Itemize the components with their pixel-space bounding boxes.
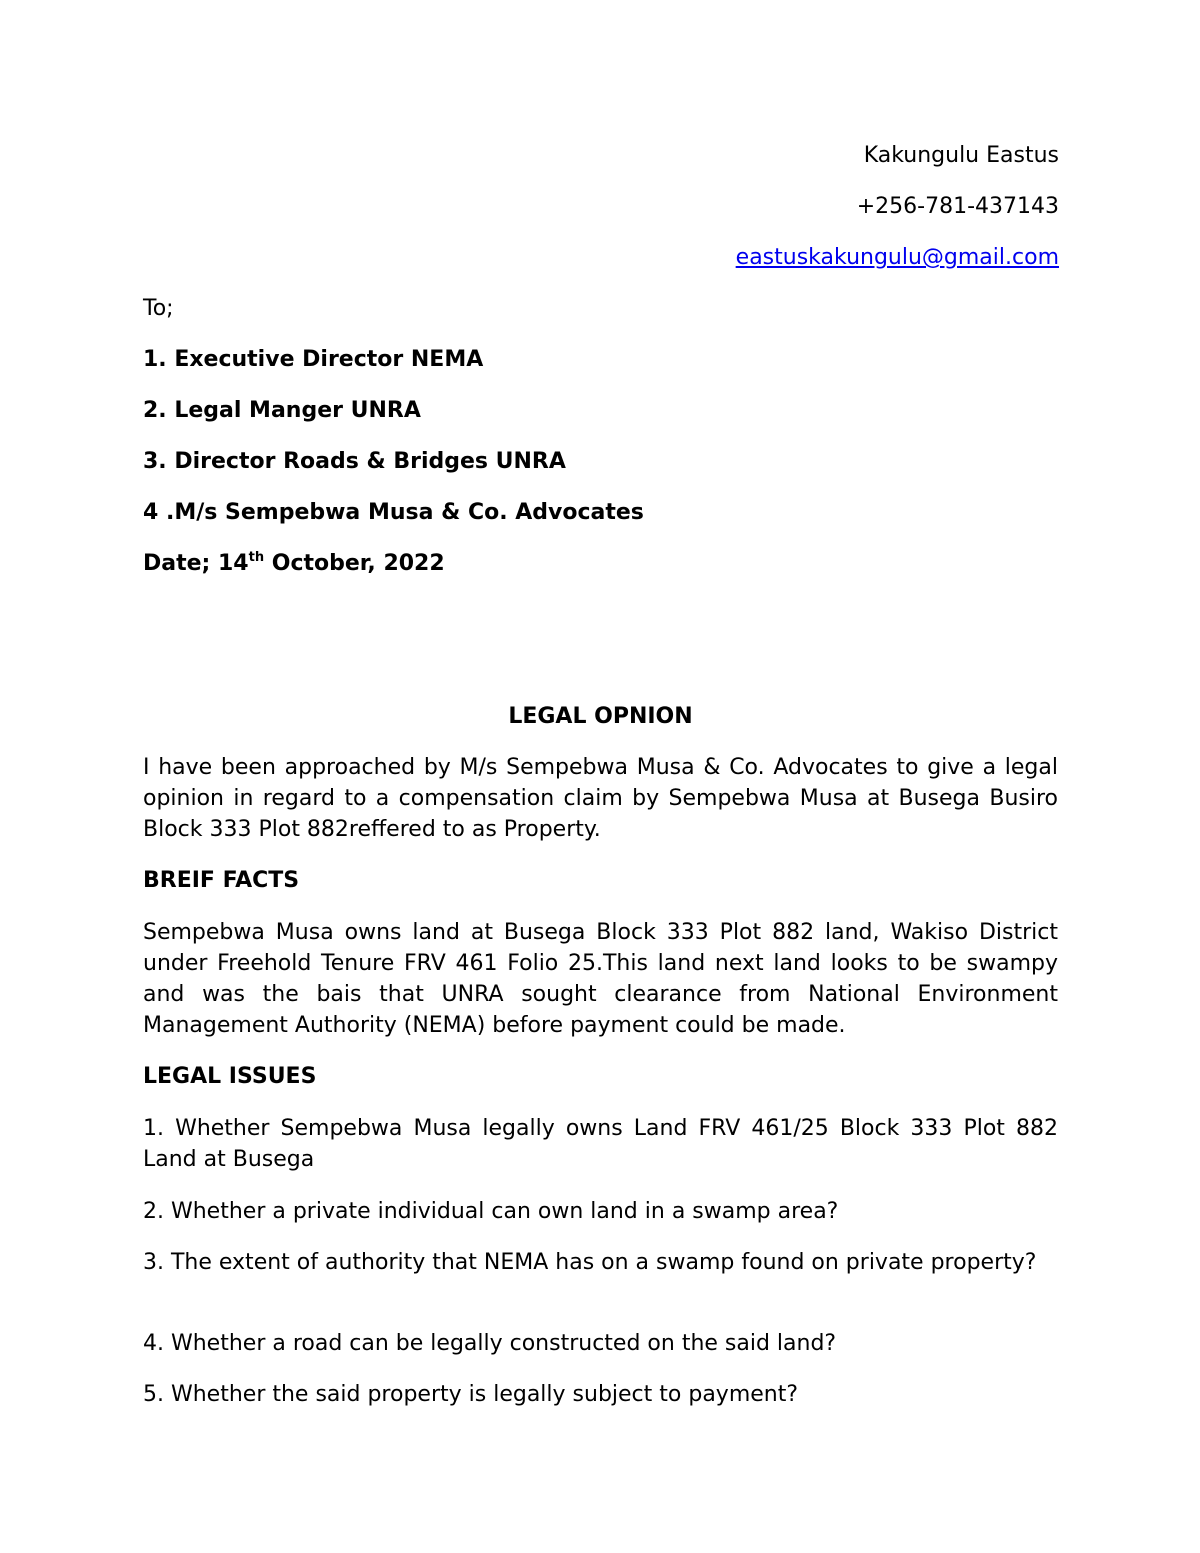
- legal-issue-item: 3. The extent of authority that NEMA has on a swamp found on private property?: [143, 1250, 1037, 1275]
- recipient-item: 3. Director Roads & Bridges UNRA: [143, 449, 566, 474]
- legal-issue-item: 4. Whether a road can be legally constructed on the said land?: [143, 1331, 837, 1356]
- brief-facts-heading: BREIF FACTS: [143, 868, 300, 893]
- salutation: To;: [143, 296, 174, 321]
- document-title: LEGAL OPNION: [508, 704, 693, 729]
- legal-issue-item: 1. Whether Sempebwa Musa legally owns Land FRV 461/25 Block 333 Plot 882 Land at Busega: [143, 1116, 1058, 1172]
- recipient-item: 1. Executive Director NEMA: [143, 347, 484, 372]
- date-rest: October, 2022: [264, 551, 445, 576]
- legal-issue-item: 2. Whether a private individual can own land in a swamp area?: [143, 1199, 839, 1224]
- sender-name: Kakungulu Eastus: [863, 143, 1059, 168]
- sender-email-link[interactable]: eastuskakungulu@gmail.com: [735, 245, 1059, 270]
- sender-phone: +256-781-437143: [856, 194, 1059, 219]
- recipient-item: 4 .M/s Sempebwa Musa & Co. Advocates: [143, 500, 644, 525]
- date-suffix: th: [248, 550, 265, 565]
- date-line: [143, 551, 445, 577]
- date-prefix: Date; 14: [143, 551, 249, 576]
- recipient-item: 2. Legal Manger UNRA: [143, 398, 421, 423]
- legal-issue-item: 5. Whether the said property is legally subject to payment?: [143, 1382, 799, 1407]
- legal-issues-heading: LEGAL ISSUES: [143, 1064, 317, 1089]
- intro-paragraph: I have been approached by M/s Sempebwa Musa & Co. Advocates to give a legal opinion in regard to a compensation claim by Sempebwa Musa at Busega Busiro Block 333 Plot 882reffered to as Property.: [143, 755, 1058, 842]
- brief-facts-paragraph: Sempebwa Musa owns land at Busega Block 333 Plot 882 land, Wakiso District under Freehold Tenure FRV 461 Folio 25.This land next land looks to be swampy and was the bais that UNRA sought clearance from National Environment Management Authority (NEMA) before payment could be made.: [143, 920, 1058, 1038]
